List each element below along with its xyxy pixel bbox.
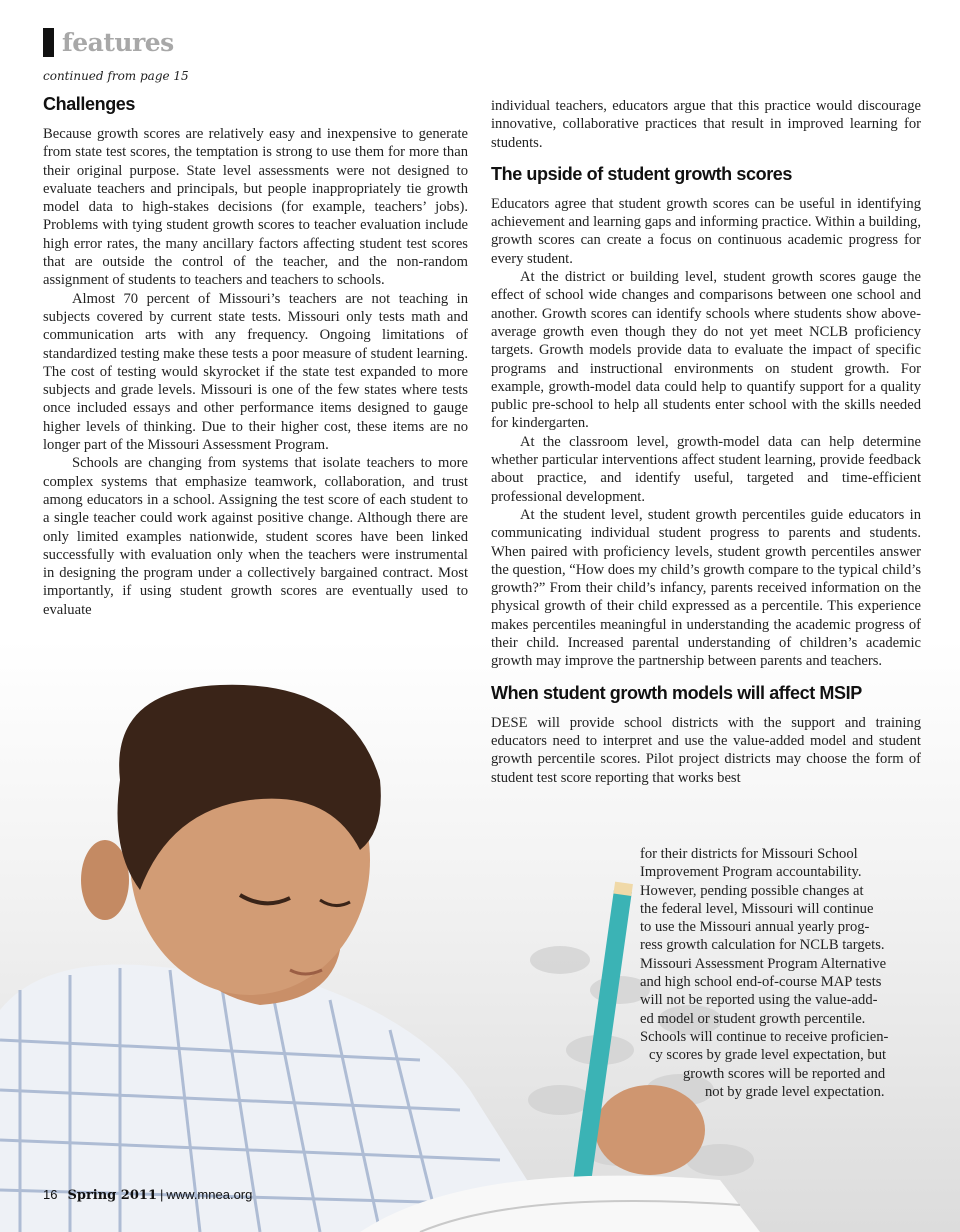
section-marker-bar bbox=[43, 28, 54, 57]
msip-line: not by grade level expectation. bbox=[705, 1083, 885, 1100]
upside-paragraph-4: At the student level, student growth percentiles guide educators in communicating individual student progress to parents and students. When paired with proficiency levels, student growth percentiles answer the question, “How does my child’s growth compare to the typical child’s growth?” From their child’s infancy, parents received information on the physical growth of their child expressed as a percentile. This experience makes percentiles meaningful in understanding the academic progress of their child. Increased parental understanding of children’s academic growth may improve the partnership between parents and teachers. bbox=[491, 506, 921, 670]
footer-separator: | bbox=[159, 1187, 164, 1202]
upside-heading: The upside of student growth scores bbox=[491, 163, 793, 184]
upside-paragraph-1: Educators agree that student growth scores can be useful in identifying achievement and learning gaps and informing practice. Within a building, growth scores can create a focus on continuous academic progress for every student. bbox=[491, 195, 921, 267]
msip-line: growth scores will be reported and bbox=[683, 1065, 886, 1082]
msip-line: Schools will continue to receive proficien- bbox=[640, 1028, 889, 1045]
challenges-paragraph-1: Because growth scores are relatively easy and inexpensive to generate from state test scores, the temptation is strong to use them for more than their original purpose. State level assessments were not designed to evaluate teachers and principals, but people inappropriately tie growth model data to high-stakes decisions (for example, teachers’ jobs). Problems with tying student growth scores to teacher evaluation include high error rates, the many ancillary factors affecting student test scores that are outside the control of the teacher, and the non-random assignment of students to teachers and teachers to schools. bbox=[43, 126, 468, 289]
msip-heading: When student growth models will affect MSIP bbox=[491, 682, 862, 703]
upside-paragraph-3: At the classroom level, growth-model data can help determine whether particular interventions affect student learning, provide feedback about practice, and identify useful, targeted and time-efficient professional development. bbox=[491, 433, 921, 505]
msip-line: Improvement Program accountability. bbox=[640, 864, 862, 881]
challenges-paragraph-3: Schools are changing from systems that isolate teachers to more complex systems that emphasize teamwork, collaboration, and trust among educators in a school. Assigning the test score of each student to a single teacher could work against positive change. Although there are only limited examples nationwide, student scores have been linked successfully with evaluation only when the teachers were instrumental in designing the program under a collectively bargained contract. Most importantly, if using student growth scores are eventually used to evaluate bbox=[43, 455, 468, 618]
msip-line: cy scores by grade level expectation, but bbox=[649, 1047, 887, 1064]
msip-line: and high school end-of-course MAP tests bbox=[640, 974, 882, 991]
msip-line: will not be reported using the value-add- bbox=[640, 992, 878, 1009]
msip-wrapped-text bbox=[630, 845, 920, 1101]
carryover-paragraph: individual teachers, educators argue that this practice would discourage innovative, collaborative practices that result in improved learning for students. bbox=[491, 98, 921, 151]
msip-line: to use the Missouri annual yearly prog- bbox=[640, 919, 870, 936]
msip-line: the federal level, Missouri will continue bbox=[640, 900, 874, 917]
msip-line: for their districts for Missouri School bbox=[640, 846, 858, 862]
left-column bbox=[43, 94, 468, 619]
challenges-heading: Challenges bbox=[43, 94, 136, 114]
challenges-paragraph-2: Almost 70 percent of Missouri’s teachers are not teaching in subjects covered by current state tests. Missouri only tests math and communication arts with any frequency. Ongoing limitations of standardized testing make these tests a poor measure of student learning. The cost of testing would skyrocket if the state test expanded to more subjects and grade levels. Missouri is one of the few states where tests once included essays and other performance items designed to gauge higher levels of thinking. Due to their higher cost, these items are no longer part of the Missouri Assessment Program. bbox=[43, 290, 468, 454]
msip-line: Missouri Assessment Program Alternative bbox=[640, 955, 887, 972]
msip-line: ress growth calculation for NCLB targets. bbox=[640, 937, 885, 954]
page-footer bbox=[43, 1187, 252, 1203]
right-column bbox=[491, 97, 921, 787]
website-link[interactable]: www.mnea.org bbox=[166, 1187, 253, 1202]
upside-paragraph-2: At the district or building level, student growth scores gauge the effect of school wide changes and comparisons between one school and another. Growth scores can identify schools where students show above-average growth even though they do not yet meet NCLB proficiency targets. Growth models provide data to evaluate the impact of specific programs and instructional environments on student growth. For example, growth-model data could help to quantify support for a quality public pre-school to help all students enter school with the skills needed for kindergarten. bbox=[491, 269, 921, 432]
msip-line: However, pending possible changes at bbox=[640, 882, 864, 899]
page-number: 16 bbox=[43, 1187, 58, 1202]
msip-line: ed model or student growth percentile. bbox=[640, 1010, 866, 1027]
issue-season: Spring 2011 bbox=[67, 1188, 157, 1203]
section-label: features bbox=[62, 28, 174, 57]
msip-intro-paragraph: DESE will provide school districts with the support and training educators need to interpret and use the value-added model and student growth percentile scores. Pilot project districts may choose the form of student test score reporting that works best bbox=[491, 714, 921, 786]
continued-note: continued from page 15 bbox=[43, 69, 189, 83]
